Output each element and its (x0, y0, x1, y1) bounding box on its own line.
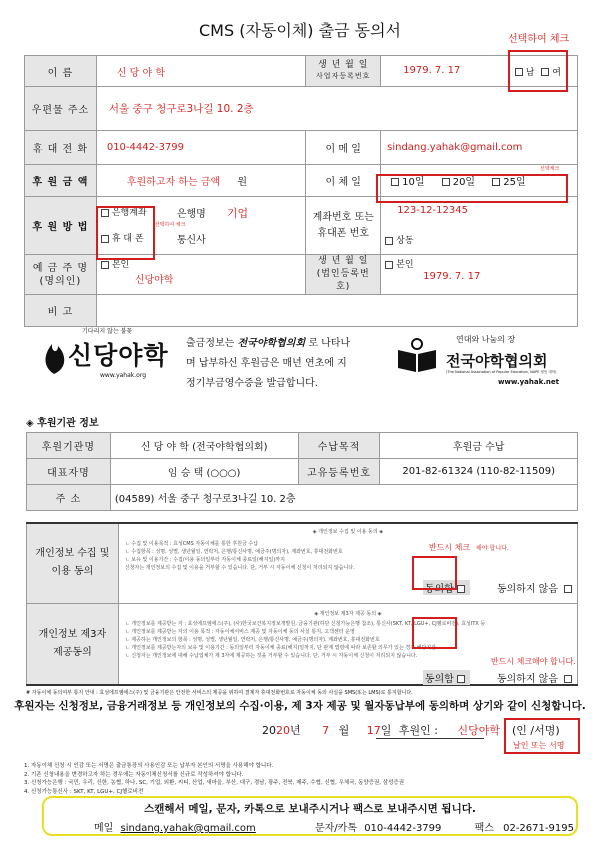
privacy-disagree-checkbox[interactable] (564, 585, 572, 593)
depositor-birth-field[interactable]: 1979. 7. 17 (423, 271, 481, 282)
name-field[interactable]: 신 당 야 학 (96, 56, 305, 87)
bank-name-label: 은행명 (176, 209, 206, 220)
sponsor-field[interactable]: 신당야학 (457, 724, 501, 737)
birth-value: 1979. 7. 17 (403, 64, 461, 76)
addr-value: (04589) 서울 중구 청구로3나길 10. 2층 (110, 485, 577, 511)
depositor-field[interactable]: 신당야학 (134, 275, 174, 286)
remark-label: 비 고 (25, 295, 97, 327)
account-same-checkbox[interactable] (385, 237, 393, 245)
transfer-day-highlight-box (376, 174, 568, 203)
org-section-heading: ◈ 후원기관 정보 (26, 418, 99, 429)
birth-label: 생 년 월 일 사업자등록번호 (306, 56, 381, 87)
third-must-check-note: 반드시 체크해야 합니다. (490, 656, 576, 666)
account-label: 계좌번호 또는 휴대폰 번호 (306, 197, 381, 255)
month-field[interactable]: 7 (322, 724, 330, 737)
remark-field[interactable] (96, 295, 577, 327)
email-label: 이 메 일 (306, 131, 381, 165)
gender-highlight-box (508, 50, 568, 92)
bank-name-field[interactable]: 기업 (226, 207, 249, 220)
logo-right-name: 전국야학협의회 (446, 352, 548, 370)
amount-label: 후 원 금 액 (25, 165, 97, 197)
select-check-note: 선택하여 체크 (508, 34, 570, 45)
gender-male-label: 남 (525, 67, 535, 78)
day-10-label: 10일 (402, 177, 425, 188)
contact-headline: 스캔해서 메일, 문자, 카톡으로 보내주시거나 팩스로 보내주시면 됩니다. (144, 803, 476, 815)
remark-row (25, 295, 578, 327)
depositor-birth-self-checkbox[interactable] (385, 261, 393, 269)
method-label: 후 원 방 법 (25, 197, 97, 255)
method-bank-label: 은행계좌 (111, 208, 147, 218)
privacy-agree-label: 동의함 (424, 584, 454, 595)
mail-link[interactable]: sindang.yahak@gmail.com (120, 823, 256, 834)
privacy-must-check-note: 반드시 체크 (428, 543, 471, 552)
logo-left (28, 326, 178, 388)
address-field[interactable]: 서울 중구 청구로3나길 10. 2층 (96, 87, 577, 131)
depositor-self-checkbox[interactable] (101, 261, 109, 269)
logo-left-tagline: 기다리지 않는 불꽃 (82, 328, 133, 335)
third-party-label: 개인정보 제3자 제공동의 (27, 603, 119, 685)
third-agree-label: 동의함 (424, 673, 454, 685)
seal-label: (인 /서명) (512, 724, 560, 737)
third-disagree-label: 동의하지 않음 (496, 673, 558, 685)
depositor-label: 예 금 주 명 (명의인) (25, 255, 97, 295)
consent-table (26, 522, 578, 686)
address-label: 우편물 주소 (25, 87, 97, 131)
name-label: 이 름 (25, 56, 97, 87)
notice-text: 출금정보는 전국야학협의회 로 나타나 며 납부하신 후원금은 매년 연초에 지 정기부금영수증을 발급합니다. (186, 338, 351, 389)
method-phone-label: 휴 대 폰 (111, 234, 144, 244)
logo-right-tagline: 연대와 나눔의 장 (456, 335, 516, 344)
amount-field[interactable]: 후원하고자 하는 금액 (126, 177, 221, 188)
third-agree-checkbox[interactable] (457, 675, 465, 683)
rep-value: 임 승 택 (○○○) (110, 459, 298, 485)
regno-label: 고유등록번호 (298, 459, 380, 485)
privacy-lines: ㄴ 수집 및 이용목적 : 효성CMS 자동이체를 통한 후원금 수납 ㄴ 수집항목 : 성명, 성별, 생년월일, 연락처, 은행/통신사명, 예금주(명의자), 계좌번호, 휴대전화번호 ㄴ 보유 및 이용기간 : 수집/이용 동의일부터 자동이체 종료일(해지일)까지 신청자는 개인정보의 수집 및 이용을 거부할 수 있습니다. 단, 거부 시 자동이체 신청이 처리되지 않습니다. (124, 541, 355, 571)
privacy-agree-highlight-box (412, 556, 457, 590)
privacy-must-check-tail: 해야 합니다. (476, 545, 509, 552)
seal-highlight-box (504, 718, 580, 754)
third-disagree-checkbox[interactable] (564, 675, 572, 683)
account-same-label: 상동 (396, 236, 414, 246)
org-info-table (26, 432, 578, 511)
depositor-birth-label: 생 년 월 일 (법인등록번호) (306, 255, 381, 295)
privacy-header: ◈ 개인정보 수집 및 이용 동의 ◈ (312, 529, 384, 535)
day-20-label: 20일 (452, 177, 476, 188)
contact-row (25, 131, 578, 165)
logo-right-url: www.yahak.net (498, 378, 559, 386)
addr-label: 주 소 (27, 485, 111, 511)
logo-right-sub: (The National Association of Popular Education, NAPE 평민 대학) (446, 370, 557, 374)
mail-label: 메일 (94, 823, 114, 834)
purpose-value: 후원금 수납 (380, 433, 578, 459)
name-row (25, 56, 578, 87)
select-check-small-note: 선택체크 (540, 166, 560, 172)
sms-footnote: # 자동이체 동의여부 통지 안내 : 효성에프엠에스(주) 및 금융기관은 안전한 서비스의 제공을 위하여 결제자 휴대전화번호로 자동이체 동의 사실을 SMS(또는 LMS)로 통지합니다. (26, 690, 413, 696)
address-row (25, 87, 578, 131)
contact-line (94, 819, 574, 834)
depositor-row (25, 255, 578, 295)
year-field[interactable]: 20 (276, 724, 290, 737)
sms-label: 문자/카톡 (314, 823, 357, 834)
org-label: 후원기관명 (27, 433, 111, 459)
sms-value: 010-4442-3799 (364, 823, 442, 834)
logo-left-name: 신당야학 (68, 341, 169, 370)
account-field[interactable]: 123-12-12345 (397, 205, 468, 216)
privacy-agree-checkbox[interactable] (457, 585, 465, 593)
org-value: 신 당 야 학 (전국야학협의회) (110, 433, 298, 459)
privacy-disagree-label: 동의하지 않음 (496, 584, 558, 595)
email-field[interactable]: sindang.yahak@gmail.com (381, 131, 578, 165)
regno-value: 201-82-61324 (110-82-11509) (380, 459, 578, 485)
purpose-label: 수납목적 (298, 433, 380, 459)
signature-line: 2020년 7 월 17일 후원인 : 신당야학 (262, 724, 501, 737)
third-party-lines: ㄴ 개인정보를 제공받는 자 : 효성에프엠에스(주), (사)한국보건복지정보개발원, 금융기관(하단 신청가능은행 참조), 통신사(SKT, KT, LGU+, CJ헬로비전), 효성ITX 등 ㄴ 개인정보를 제공받는 자의 이용 목적 : 자동이체서비스 제공 및 자동이체 동의 사실 통지, 고객센터 운영 ㄴ 제공하는 개인정보의 항목 : 성명, 성별, 생년월일, 연락처, 은행/통신사명, 예금주(명의자), 계좌번호, 휴대전화번호 ㄴ 개인정보를 제공받는자의 보유 및 이용기간 : 동의일부터 자동이체 종료(해지)일까지, 단 관계 법령에 따라 보존할 의무가 있는 경우 해당기간 ㄴ 신청자는 개인정보에 대해 수납업체가 제 3자에 제공하는 것을 거부할 수 있습니다. 단, 거부 시 자동이체 신청이 처리되지 않습니다. (124, 620, 485, 659)
privacy-label: 개인정보 수집 및 이용 동의 (27, 523, 119, 603)
page-title: CMS (자동이체) 출금 동의서 (199, 21, 401, 40)
fax-value: 02-2671-9195 (503, 823, 574, 834)
sponsor-underline (376, 738, 484, 739)
logo-left-url: www.yahak.org (100, 372, 147, 379)
day-field[interactable]: 17 (366, 724, 381, 737)
third-agree-highlight-box (412, 617, 457, 649)
seal-note: 날인 또는 서명 (513, 741, 565, 750)
choose-check-note: 선택하여 체크 (154, 222, 186, 228)
amount-unit: 원 (237, 177, 247, 188)
logo-right (392, 330, 578, 396)
declaration-text: 후원자는 신청정보, 금융거래정보 등 개인정보의 수집·이용, 제 3자 제공 및 월자동납부에 동의하며 상기와 같이 신청합니다. (14, 700, 586, 712)
method-highlight-box (96, 206, 155, 260)
contact-box (42, 796, 578, 836)
rep-label: 대표자명 (27, 459, 111, 485)
notes-list: 1. 자동이체 신청 시 인감 또는 서명은 출금통장의 사용인감 또는 납부자 본인의 서명을 사용해야 합니다. 2. 기존 신청내용을 변경하고자 하는 경우에는 자동이체신청서를 신규로 작성하셔야 합니다. 3. 신청가능은행 : 국민, 우리, 신한, 농협, 하나, SC, 기업, 외환, 씨티, 산업, 새마을, 부산, 대구, 경남, 광주, 전북, 제주, 수협, 신협, 우체국, 동양증권, 삼성증권 4. 신청가능통신사 : SKT, KT, LGU+, CJ헬로비전 (24, 763, 405, 795)
depositor-self-label: 본인 (111, 260, 130, 270)
third-party-header: ◈ 개인정보 제3자 제공 동의 ◈ (314, 610, 382, 617)
transfer-day-label: 이 체 일 (306, 165, 381, 197)
phone-label: 휴 대 전 화 (25, 131, 97, 165)
phone-field[interactable]: 010-4442-3799 (96, 131, 305, 165)
depositor-birth-self-label: 본인 (396, 260, 414, 270)
day-25-label: 25일 (503, 177, 526, 188)
carrier-label: 통신사 (176, 235, 206, 246)
fax-label: 팩스 (474, 823, 494, 834)
gender-female-label: 여 (552, 67, 561, 78)
book-icon (394, 336, 440, 376)
